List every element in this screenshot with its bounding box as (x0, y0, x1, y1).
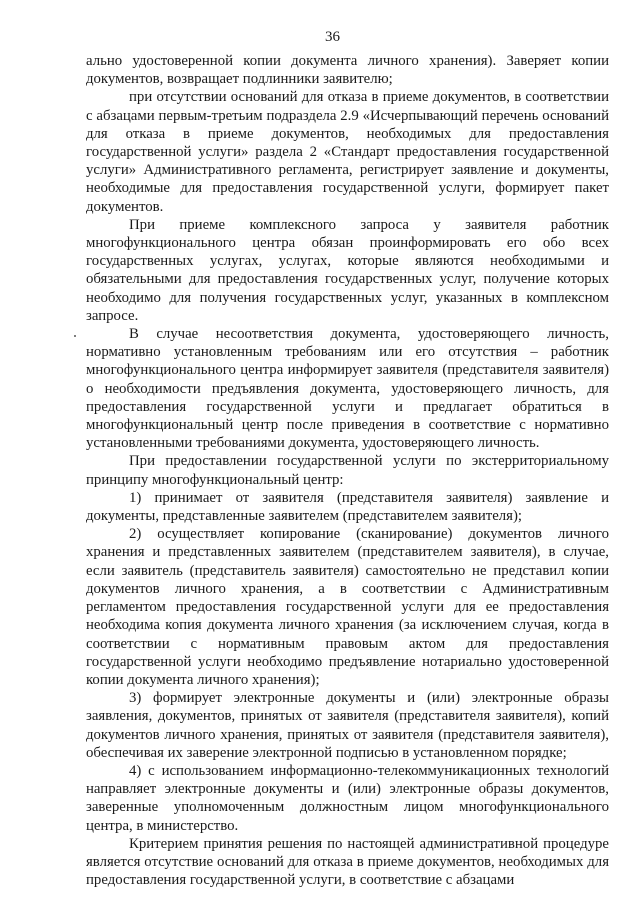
paragraph: В случае несоответствия документа, удостоверяющего личность, нормативно установленным требованиям или его отсутствия – работник многофункционального центра информирует заявителя (представителя заявителя) о необходимости предъявления документа, удостоверяющего личность, для предоставления государственной услуги и предлагает обратиться в многофункциональный центр после приведения в соответствие с нормативно установленными требованиями документа, удостоверяющего личность. (86, 326, 609, 452)
list-item: 3) формирует электронные документы и (или) электронные образы заявления, документов, принятых от заявителя (представителя заявителя), копий документов личного хранения, принятых от заявителя (представителя заявителя), обеспечивая их заверение электронной подписью в установленном порядке; (86, 690, 609, 761)
list-item: 1) принимает от заявителя (представителя заявителя) заявление и документы, представленные заявителем (представителем заявителя); (86, 489, 609, 525)
margin-dot (74, 335, 76, 337)
list-item: 2) осуществляет копирование (сканирование) документов личного хранения и представленных заявителем (представителем заявителя), в случае, если заявитель (представитель заявителя) самостоятельно не представил копии документов личного хранения, а в соответствии с Административным регламентом предоставления государственной услуги для ее предоставления необходима копия документа личного хранения (за исключением случая, когда в соответствии с нормативным правовым актом для предоставления государственной услуги необходимо предъявление нотариально удостоверенной копии документа личного хранения); (86, 526, 609, 688)
list-item: 4) с использованием информационно-телекоммуникационных технологий направляет электронные документы и (или) электронные образы документов, заверенные уполномоченным должностным лицом многофункционального центра, в министерство. (86, 762, 609, 834)
paragraph: Критерием принятия решения по настоящей административной процедуре является отсутствие оснований для отказа в приеме документов, необходимых для предоставления государственной услуги, в соответствие с абзацами (86, 835, 609, 889)
document-body (86, 52, 609, 889)
paragraph: при отсутствии оснований для отказа в приеме документов, в соответствии с абзацами первым-третьим подраздела 2.9 «Исчерпывающий перечень оснований для отказа в приеме документов, необходимых для предоставления государственной услуги» раздела 2 «Стандарт предоставления государственной услуги» Административного регламента, регистрирует заявление и документы, необходимые для предоставления государственной услуги, формирует пакет документов. (86, 89, 609, 215)
paragraph: При приеме комплексного запроса у заявителя работник многофункционального центра обязан проинформировать его обо всех государственных услугах, услугах, которые являются необходимыми и обязательными для предоставления государственных услуг, получение которых необходимо для получения государственных услуг, указанных в комплексном запросе. (86, 216, 609, 324)
paragraph: При предоставлении государственной услуги по экстерриториальному принципу многофункциональный центр: (86, 453, 609, 488)
page-number: 36 (325, 29, 340, 45)
paragraph-continued: ально удостоверенной копии документа личного хранения). Заверяет копии документов, возвращает подлинники заявителю; (86, 53, 609, 88)
